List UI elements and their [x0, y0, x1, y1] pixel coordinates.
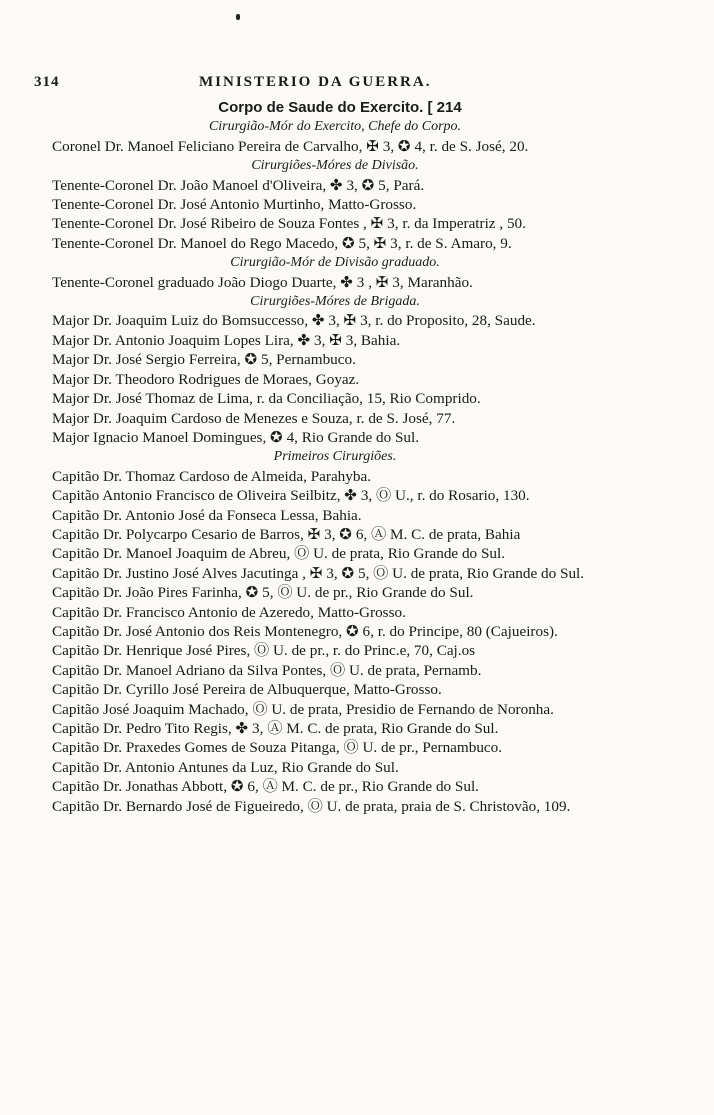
list-item: Capitão Dr. Pedro Tito Regis, ✤ 3, Ⓐ M. C. de prata, Rio Grande do Sul.	[52, 720, 499, 737]
page-number: 314	[34, 74, 60, 90]
list-item: Major Ignacio Manoel Domingues, ✪ 4, Rio Grande do Sul.	[52, 428, 420, 446]
section-cirurgiao-mor-graduado	[52, 253, 618, 292]
list-item: Capitão Dr. Manoel Joaquim de Abreu, Ⓞ U. de prata, Rio Grande do Sul.	[52, 545, 506, 563]
list-item: Capitão Dr. Polycarpo Cesario de Barros, ✠ 3, ✪ 6, Ⓐ M. C. de prata, Bahia	[52, 525, 521, 543]
section-heading: Cirurgiões-Móres de Divisão.	[251, 158, 419, 174]
ink-speck	[236, 14, 240, 20]
page-title: MINISTERIO DA GUERRA.	[199, 74, 432, 90]
list-item: Tenente-Coronel Dr. José Antonio Murtinho, Matto-Grosso.	[52, 196, 417, 214]
list-item: Capitão Dr. Antonio Antunes da Luz, Rio Grande do Sul.	[52, 758, 399, 776]
section-cirurgioes-mores-divisao	[52, 156, 618, 253]
list-item: Capitão Dr. Praxedes Gomes de Souza Pitanga, Ⓞ U. de pr., Pernambuco.	[52, 739, 503, 757]
list-item: Capitão Dr. Bernardo José de Figueiredo, Ⓞ U. de prata, praia de S. Christovão, 109.	[52, 797, 571, 815]
section-heading: Cirurgiões-Móres de Brigada.	[250, 294, 420, 310]
list-item: Major Dr. José Thomaz de Lima, r. da Conciliação, 15, Rio Comprido.	[52, 390, 481, 408]
list-item: Capitão Dr. Francisco Antonio de Azeredo, Matto-Grosso.	[52, 603, 406, 621]
section-heading: Cirurgião-Mór do Exercito, Chefe do Corpo.	[208, 119, 462, 135]
list-item: Major Dr. Theodoro Rodrigues de Moraes, Goyaz.	[52, 370, 360, 388]
list-item: Capitão Dr. Cyrillo José Pereira de Albuquerque, Matto-Grosso.	[52, 681, 442, 699]
list-item: Capitão Dr. João Pires Farinha, ✪ 5, Ⓞ U. de pr., Rio Grande do Sul.	[52, 584, 474, 602]
list-item: Capitão Dr. Henrique José Pires, Ⓞ U. de pr., r. do Princ.e, 70, Caj.os	[52, 642, 476, 660]
list-item: Coronel Dr. Manoel Feliciano Pereira de Carvalho, ✠ 3, ✪ 4, r. de S. José, 20.	[52, 137, 529, 155]
list-item: Tenente-Coronel Dr. José Ribeiro de Souza Fontes , ✠ 3, r. da Imperatriz , 50.	[52, 215, 526, 233]
list-item: Tenente-Coronel Dr. João Manoel d'Oliveira, ✤ 3, ✪ 5, Pará.	[52, 176, 425, 194]
list-item: Capitão Dr. Justino José Alves Jacutinga , ✠ 3, ✪ 5, Ⓞ U. de prata, Rio Grande do Sul.	[52, 564, 585, 582]
page-body	[52, 98, 618, 816]
list-item: Capitão Dr. Thomaz Cardoso de Almeida, Parahyba.	[52, 467, 372, 485]
section-heading: Primeiros Cirurgiões.	[273, 449, 397, 465]
list-item: Capitão Antonio Francisco de Oliveira Seilbitz, ✤ 3, Ⓞ U., r. do Rosario, 130.	[52, 487, 530, 505]
section-primeiros-cirurgioes	[52, 447, 618, 816]
section-heading: Cirurgião-Mór de Divisão graduado.	[230, 255, 440, 271]
list-item: Major Dr. Joaquim Cardoso de Menezes e Souza, r. de S. José, 77.	[52, 409, 456, 427]
list-item: Capitão Dr. José Antonio dos Reis Montenegro, ✪ 6, r. do Principe, 80 (Cajueiros).	[52, 622, 558, 640]
list-item: Tenente-Coronel Dr. Manoel do Rego Macedo, ✪ 5, ✠ 3, r. de S. Amaro, 9.	[52, 234, 512, 252]
list-item: Major Dr. José Sergio Ferreira, ✪ 5, Pernambuco.	[52, 351, 356, 369]
list-item: Capitão Dr. Jonathas Abbott, ✪ 6, Ⓐ M. C. de pr., Rio Grande do Sul.	[52, 778, 479, 796]
list-item: Capitão Dr. Manoel Adriano da Silva Pontes, Ⓞ U. de prata, Pernamb.	[52, 661, 482, 679]
list-item: Major Dr. Joaquim Luiz do Bomsuccesso, ✤ 3, ✠ 3, r. do Proposito, 28, Saude.	[52, 312, 536, 330]
section-cirurgiao-mor	[52, 117, 618, 156]
list-item: Capitão José Joaquim Machado, Ⓞ U. de prata, Presidio de Fernando de Noronha.	[52, 700, 554, 718]
list-item: Tenente-Coronel graduado João Diogo Duarte, ✤ 3 , ✠ 3, Maranhão.	[52, 273, 473, 291]
list-item: Capitão Dr. Antonio José da Fonseca Lessa, Bahia.	[52, 506, 362, 524]
section-cirurgioes-mores-brigada	[52, 292, 618, 447]
section-subtitle: Corpo de Saude do Exercito. [ 214	[218, 99, 462, 116]
list-item: Major Dr. Antonio Joaquim Lopes Lira, ✤ 3, ✠ 3, Bahia.	[52, 331, 401, 349]
